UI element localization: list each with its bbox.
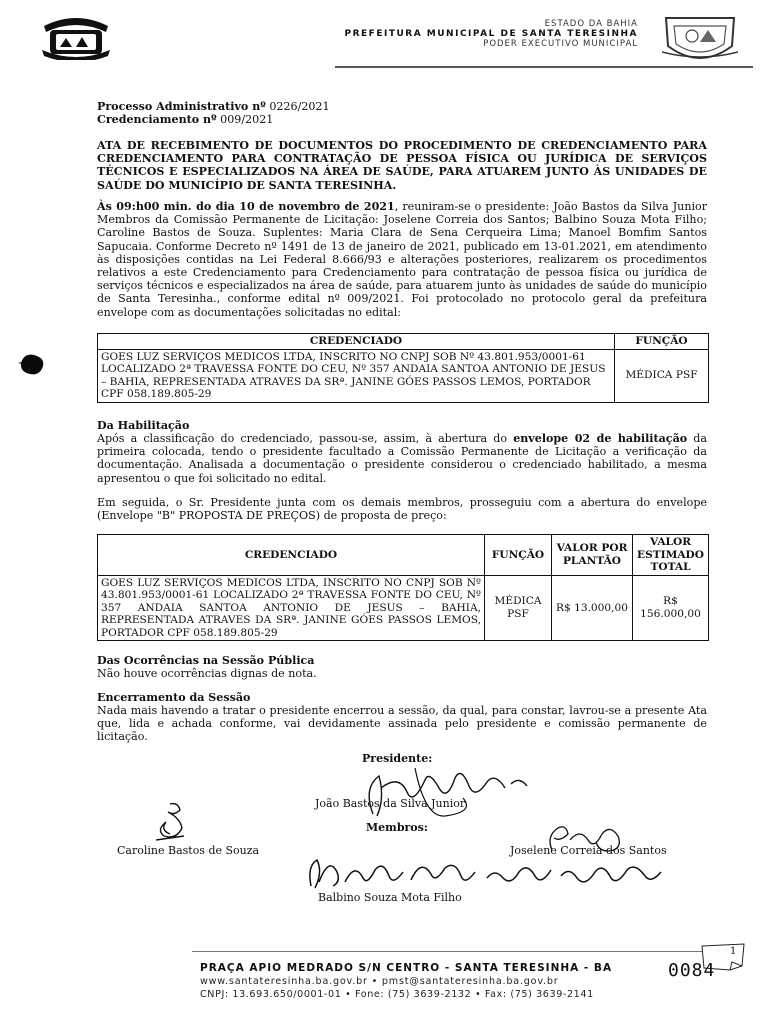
- ink-blot-mark: [18, 351, 46, 377]
- credenciamento-line: [97, 113, 707, 126]
- header-rule: [335, 66, 753, 68]
- member1-signature: [150, 800, 200, 848]
- membros-label: Membros:: [366, 821, 428, 834]
- encerramento-paragraph: Nada mais havendo a tratar o presidente encerrou a sessão, da qual, para constar, lavrou-se a presente Ata que, lida e achada conforme, vai devidamente assinada pelo presidente e comissão permanente de licitação.: [97, 704, 707, 744]
- table2-credenciado-cell: GOES LUZ SERVIÇOS MEDICOS LTDA, INSCRITO NO CNPJ SOB Nº 43.801.953/0001-61 LOCALIZADO 2ª TRAVESSA FONTE DO CEU, Nº 357 ANDAIA SANTOA ANTONIO DE JESUS – BAHIA, REPRESENTADA ATRAVES DA SRª. JANINE GÓES PASSOS LEMOS, PORTADOR CPF 058.189.805-29: [98, 575, 485, 641]
- process-value: 0226/2021: [269, 100, 330, 113]
- footer-address: PRAÇA APIO MEDRADO S/N CENTRO - SANTA TERESINHA - BA: [200, 962, 613, 974]
- intro-paragraph: [97, 200, 707, 319]
- habilitacao-text-a: Após a classificação do credenciado, passou-se, assim, à abertura do: [97, 432, 514, 445]
- document-title: ATA DE RECEBIMENTO DE DOCUMENTOS DO PROCEDIMENTO DE CREDENCIAMENTO PARA CREDENCIAMENTO PARA CONTRATAÇÃO DE PESSOA FÍSICA OU JURÍDICA DE SERVIÇOS TÉCNICOS E ESPECIALIZADOS NA ÁREA DE SAÚDE, PARA ATUAREM JUNTO ÀS UNIDADES DE SAÚDE DO MUNICÍPIO DE SANTA TERESINHA.: [97, 139, 707, 192]
- footer-web-email: www.santateresinha.ba.gov.br • pmst@santateresinha.ba.gov.br: [200, 976, 559, 987]
- intro-date: Às 09:h00 min. do dia 10 de novembro de 2021: [97, 200, 395, 213]
- municipal-coat-of-arms-logo: [36, 12, 116, 60]
- ocorrencias-text: Não houve ocorrências dignas de nota.: [97, 667, 317, 680]
- table1-header-credenciado: CREDENCIADO: [98, 334, 615, 350]
- habilitacao-heading: Da Habilitação: [97, 419, 190, 432]
- table1-header-funcao: FUNÇÃO: [615, 334, 709, 350]
- header-state: ESTADO DA BAHIA: [544, 19, 638, 29]
- process-label: Processo Administrativo nº: [97, 100, 266, 113]
- credenciamento-value: 009/2021: [220, 113, 274, 126]
- table2-funcao-cell: MÉDICA PSF: [485, 575, 552, 641]
- page-stamp-number: 0084: [668, 960, 716, 981]
- footer-rule: [192, 951, 744, 952]
- member3-name: Balbino Souza Mota Filho: [318, 891, 462, 904]
- member1-name: Caroline Bastos de Souza: [117, 844, 260, 857]
- habilitacao-bold: envelope 02 de habilitação: [513, 432, 688, 445]
- table2-header-valor-total: VALOR ESTIMADO TOTAL: [633, 535, 709, 576]
- table2-valor-total-cell: R$ 156.000,00: [633, 575, 709, 641]
- header-prefeitura: PREFEITURA MUNICIPAL DE SANTA TERESINHA: [344, 29, 638, 39]
- table2-header-valor-plantao: VALOR POR PLANTÃO: [552, 535, 633, 576]
- credenciamento-label: Credenciamento nº: [97, 113, 217, 126]
- habilitacao-text-b: da primeira colocada, tendo o presidente facultado a Comissão Permanente de Licitação a verificação da documentação. Analisada a documentação o presidente considerou o credenciado habilitado, a mesma apresentou o que foi solicitado no edital.: [97, 432, 707, 485]
- ocorrencias-heading: Das Ocorrências na Sessão Pública: [97, 654, 315, 667]
- habilitacao-paragraph: [97, 432, 707, 485]
- municipal-crest-logo: [662, 12, 738, 70]
- table-row: [98, 575, 709, 641]
- member2-name: Joselene Correia dos Santos: [510, 844, 667, 857]
- presidente-name: João Bastos da Silva Junior: [315, 797, 466, 810]
- presidente-label: Presidente:: [362, 752, 433, 765]
- table1-credenciado-cell: GOES LUZ SERVIÇOS MEDICOS LTDA, INSCRITO NO CNPJ SOB Nº 43.801.953/0001-61 LOCALIZADO 2ª TRAVESSA FONTE DO CEU, Nº 357 ANDAIA SANTOA ANTONIO DE JESUS – BAHIA, REPRESENTADA ATRAVES DA SRª. JANINE GÓES PASSOS LEMOS, PORTADOR CPF 058.189.805-29: [98, 349, 615, 402]
- proposta-paragraph: Em seguida, o Sr. Presidente junta com os demais membros, prosseguiu com a abertura do envelope (Envelope "B" PROPOSTA DE PREÇOS) de proposta de preço:: [97, 496, 707, 523]
- process-line: [97, 100, 707, 113]
- intro-text: , reuniram-se o presidente: João Bastos da Silva Junior Membros da Comissão Permanente de Licitação: Joselene Correia dos Santos; Balbino Souza Mota Filho; Caroline Bastos de Souza. Suplentes: Maria Clara de Sena Cerqueira Lima; Manoel Bomfim Santos Sapucaia. Conforme Decreto nº 1491 de 13 de janeiro de 2021, publicado em 13-01.2021, em atendimento às disposições contidas na Lei Federal 8.666/93 e alterações posteriores, realizarem os procedimentos relativos a este Credenciamento para Credenciamento para contratação de pessoa física ou jurídica de serviços técnicos e especializados na área de saúde, para atuarem junto às unidades de saúde do município de Santa Teresinha., conforme edital nº 009/2021. Foi protocolado no protocolo geral da prefeitura envelope com as documentações solicitadas no edital:: [97, 200, 707, 319]
- page-number: 1: [730, 946, 737, 957]
- credenciado-table: [97, 333, 709, 403]
- table1-funcao-cell: MÉDICA PSF: [615, 349, 709, 402]
- header-poder: PODER EXECUTIVO MUNICIPAL: [483, 39, 638, 49]
- table2-header-funcao: FUNÇÃO: [485, 535, 552, 576]
- encerramento-heading: Encerramento da Sessão: [97, 691, 251, 704]
- footer-cnpj-phone: CNPJ: 13.693.650/0001-01 • Fone: (75) 3639-2132 • Fax: (75) 3639-2141: [200, 989, 594, 1000]
- table-row: [98, 349, 709, 402]
- table2-header-credenciado: CREDENCIADO: [98, 535, 485, 576]
- proposta-table: [97, 534, 709, 641]
- table2-valor-plantao-cell: R$ 13.000,00: [552, 575, 633, 641]
